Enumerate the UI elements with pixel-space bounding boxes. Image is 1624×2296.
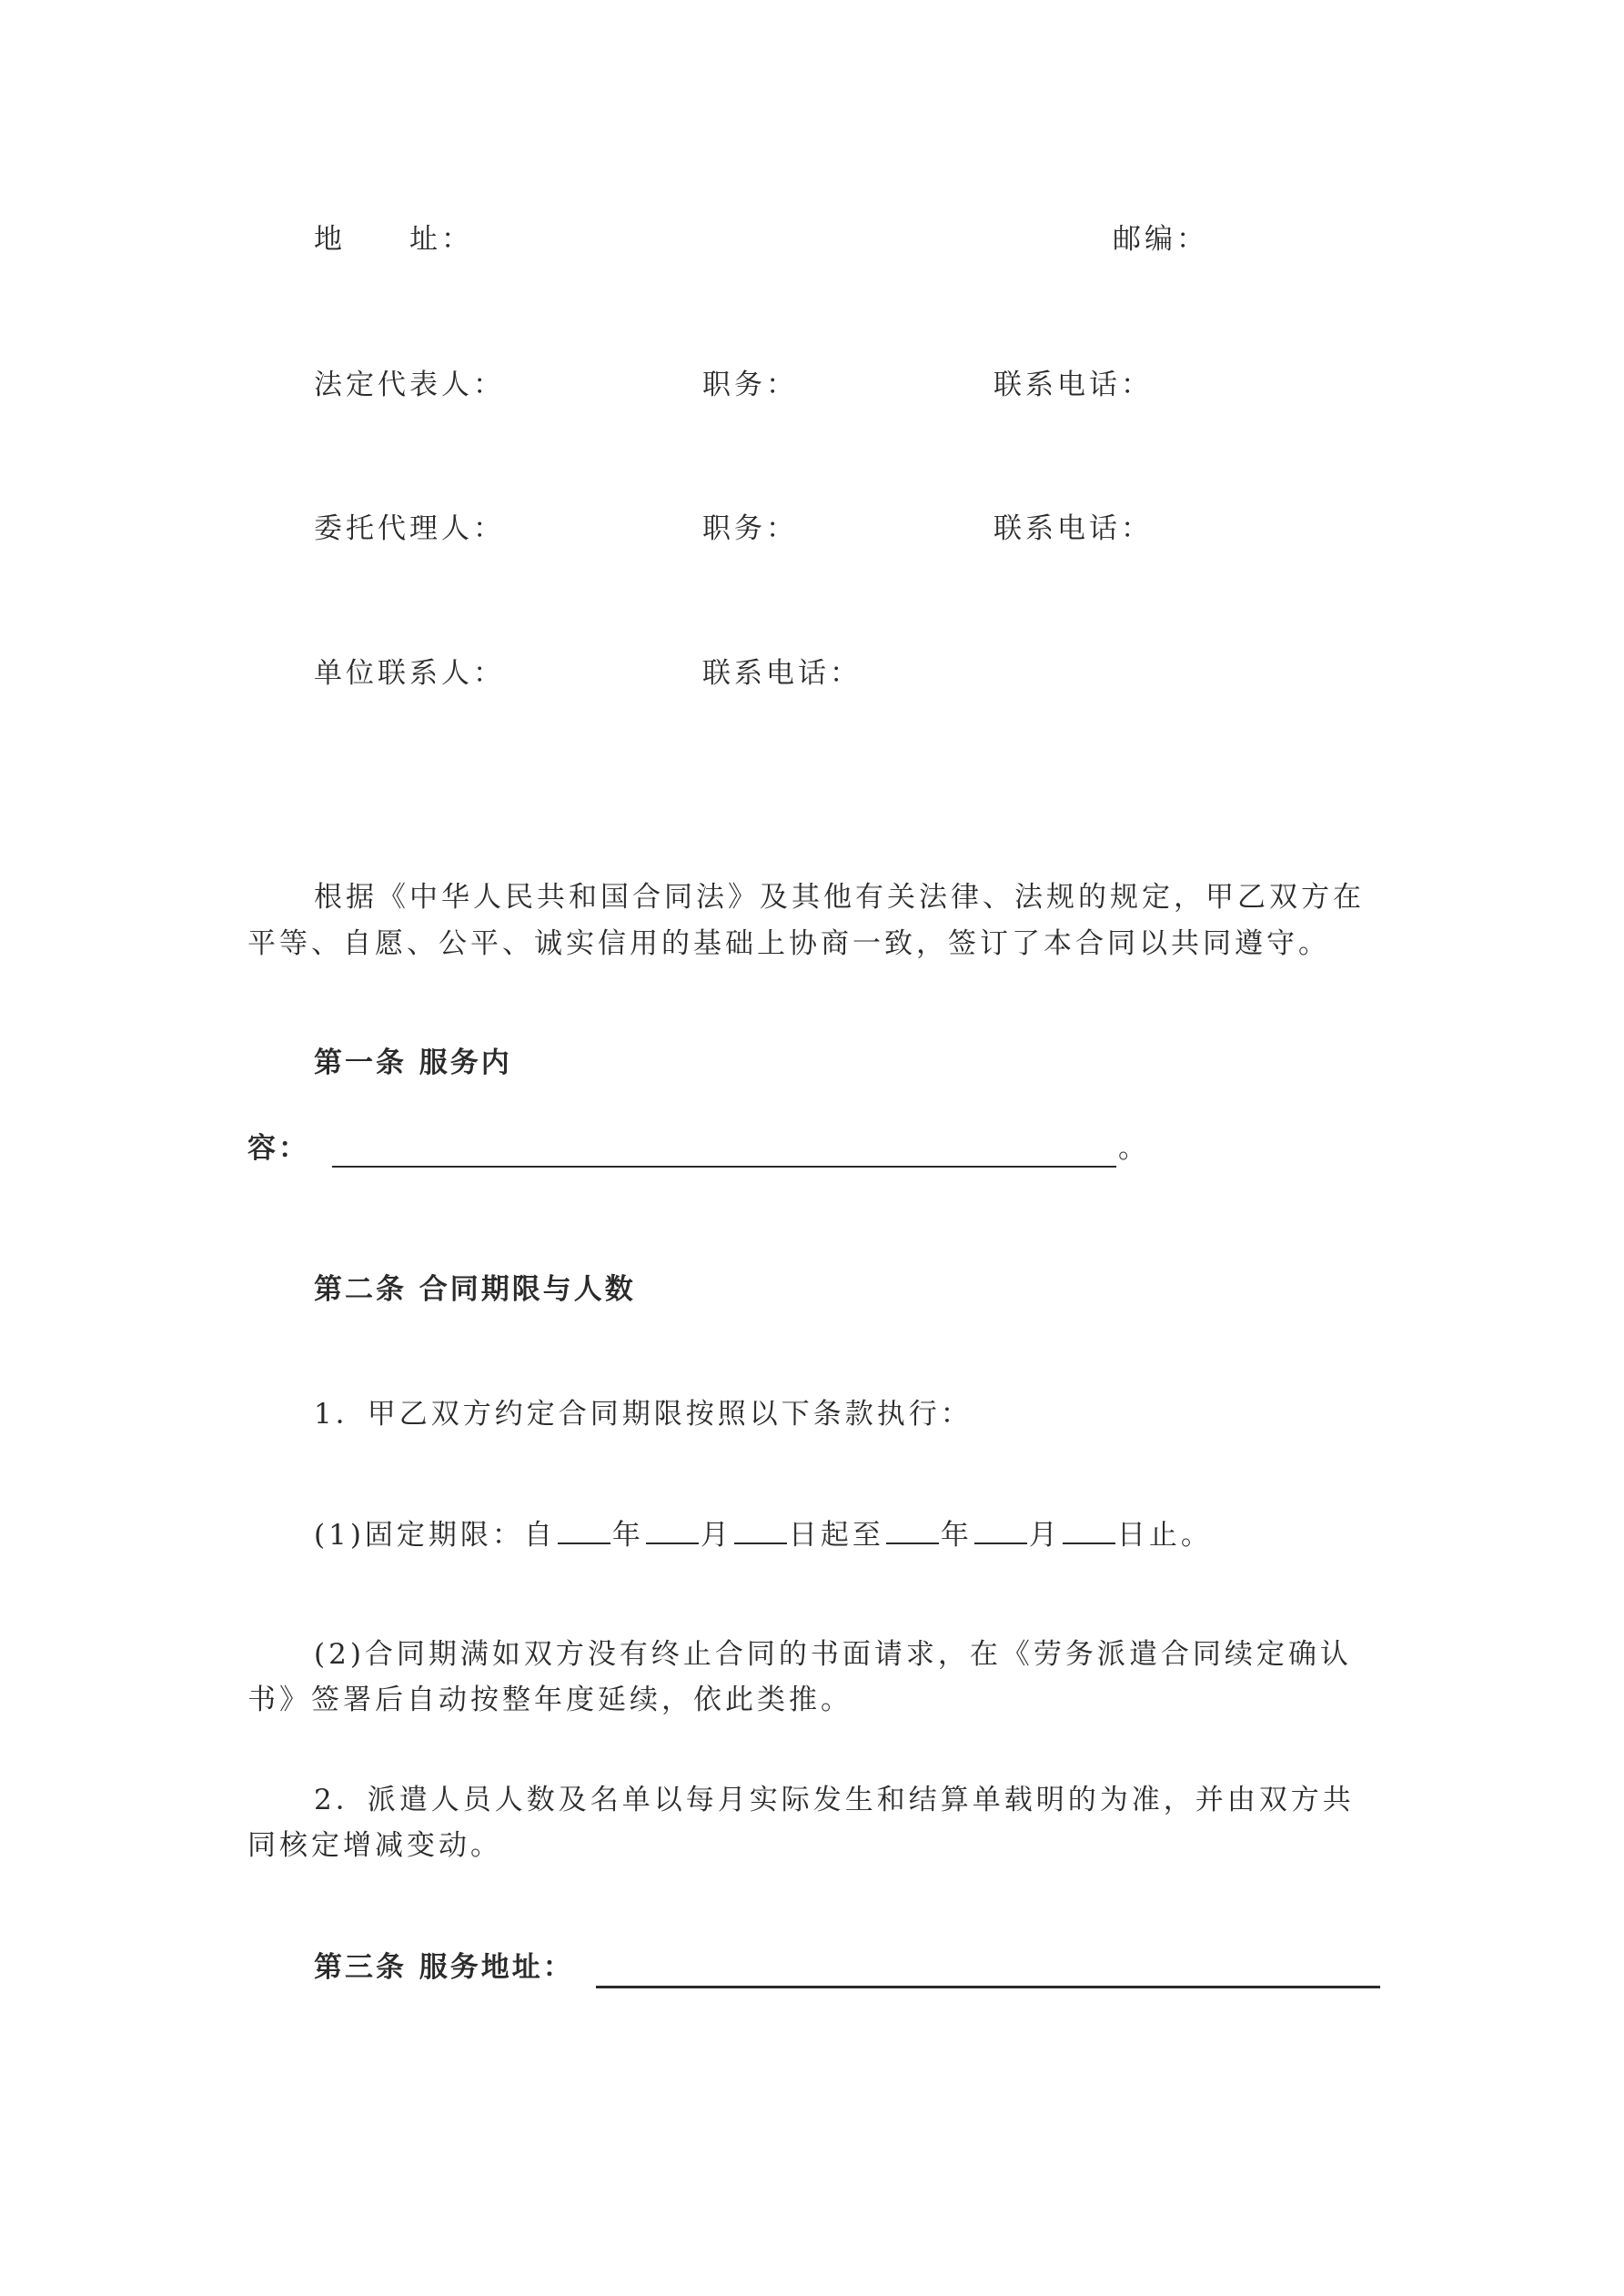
legal-rep-position-label: 职务： [702, 369, 798, 401]
renewal-line-2: 书》签署后自动按整年度延续，依此类推。 [247, 1684, 852, 1716]
article-1-continuation: 容： [247, 1132, 309, 1165]
end-day-blank[interactable] [1063, 1517, 1115, 1544]
article-2-item-1: 1．甲乙双方约定合同期限按照以下条款执行： [314, 1398, 973, 1431]
agent-position-label: 职务： [702, 512, 798, 545]
postcode-label: 邮编： [1113, 223, 1208, 256]
fixed-term-prefix: (1)固定期限：自 [314, 1519, 556, 1552]
article-1-heading: 第一条 服务内 [314, 1047, 512, 1079]
end-month-blank[interactable] [974, 1517, 1027, 1544]
start-year-blank[interactable] [558, 1517, 610, 1544]
end-month-label: 月 [1028, 1519, 1061, 1552]
legal-rep-phone-label: 联系电话： [994, 369, 1153, 401]
preamble-line-2: 平等、自愿、公平、诚实信用的基础上协商一致，签订了本合同以共同遵守。 [247, 927, 1330, 960]
agent-phone-label: 联系电话： [994, 512, 1153, 545]
article-2-item-2-line-2: 同核定增减变动。 [247, 1829, 502, 1862]
contact-label: 单位联系人： [314, 657, 505, 690]
renewal-line-1: (2)合同期满如双方没有终止合同的书面请求，在《劳务派遣合同续定确认 [314, 1638, 1352, 1671]
article-1-end-mark: 。 [1118, 1132, 1150, 1165]
end-year-blank[interactable] [886, 1517, 939, 1544]
legal-rep-label: 法定代表人： [314, 369, 505, 401]
start-day-blank[interactable] [734, 1517, 787, 1544]
service-content-blank[interactable] [332, 1166, 1116, 1168]
address-label: 地 址： [314, 223, 473, 256]
end-day-label: 日止。 [1116, 1519, 1213, 1552]
start-year-label: 年 [611, 1519, 644, 1552]
preamble-line-1: 根据《中华人民共和国合同法》及其他有关法律、法规的规定，甲乙双方在 [314, 881, 1365, 914]
service-address-blank[interactable] [596, 1986, 1380, 1988]
contact-phone-label: 联系电话： [702, 657, 862, 690]
article-3-heading: 第三条 服务地址： [314, 1951, 574, 1984]
article-2-item-2-line-1: 2．派遣人员人数及名单以每月实际发生和结算单载明的为准，并由双方共 [314, 1784, 1355, 1816]
start-month-blank[interactable] [646, 1517, 699, 1544]
fixed-term-line [314, 1517, 1213, 1553]
end-year-label: 年 [940, 1519, 973, 1552]
start-day-label: 日起至 [788, 1519, 884, 1552]
agent-label: 委托代理人： [314, 512, 505, 545]
article-2-heading: 第二条 合同期限与人数 [314, 1273, 636, 1306]
start-month-label: 月 [700, 1519, 732, 1552]
